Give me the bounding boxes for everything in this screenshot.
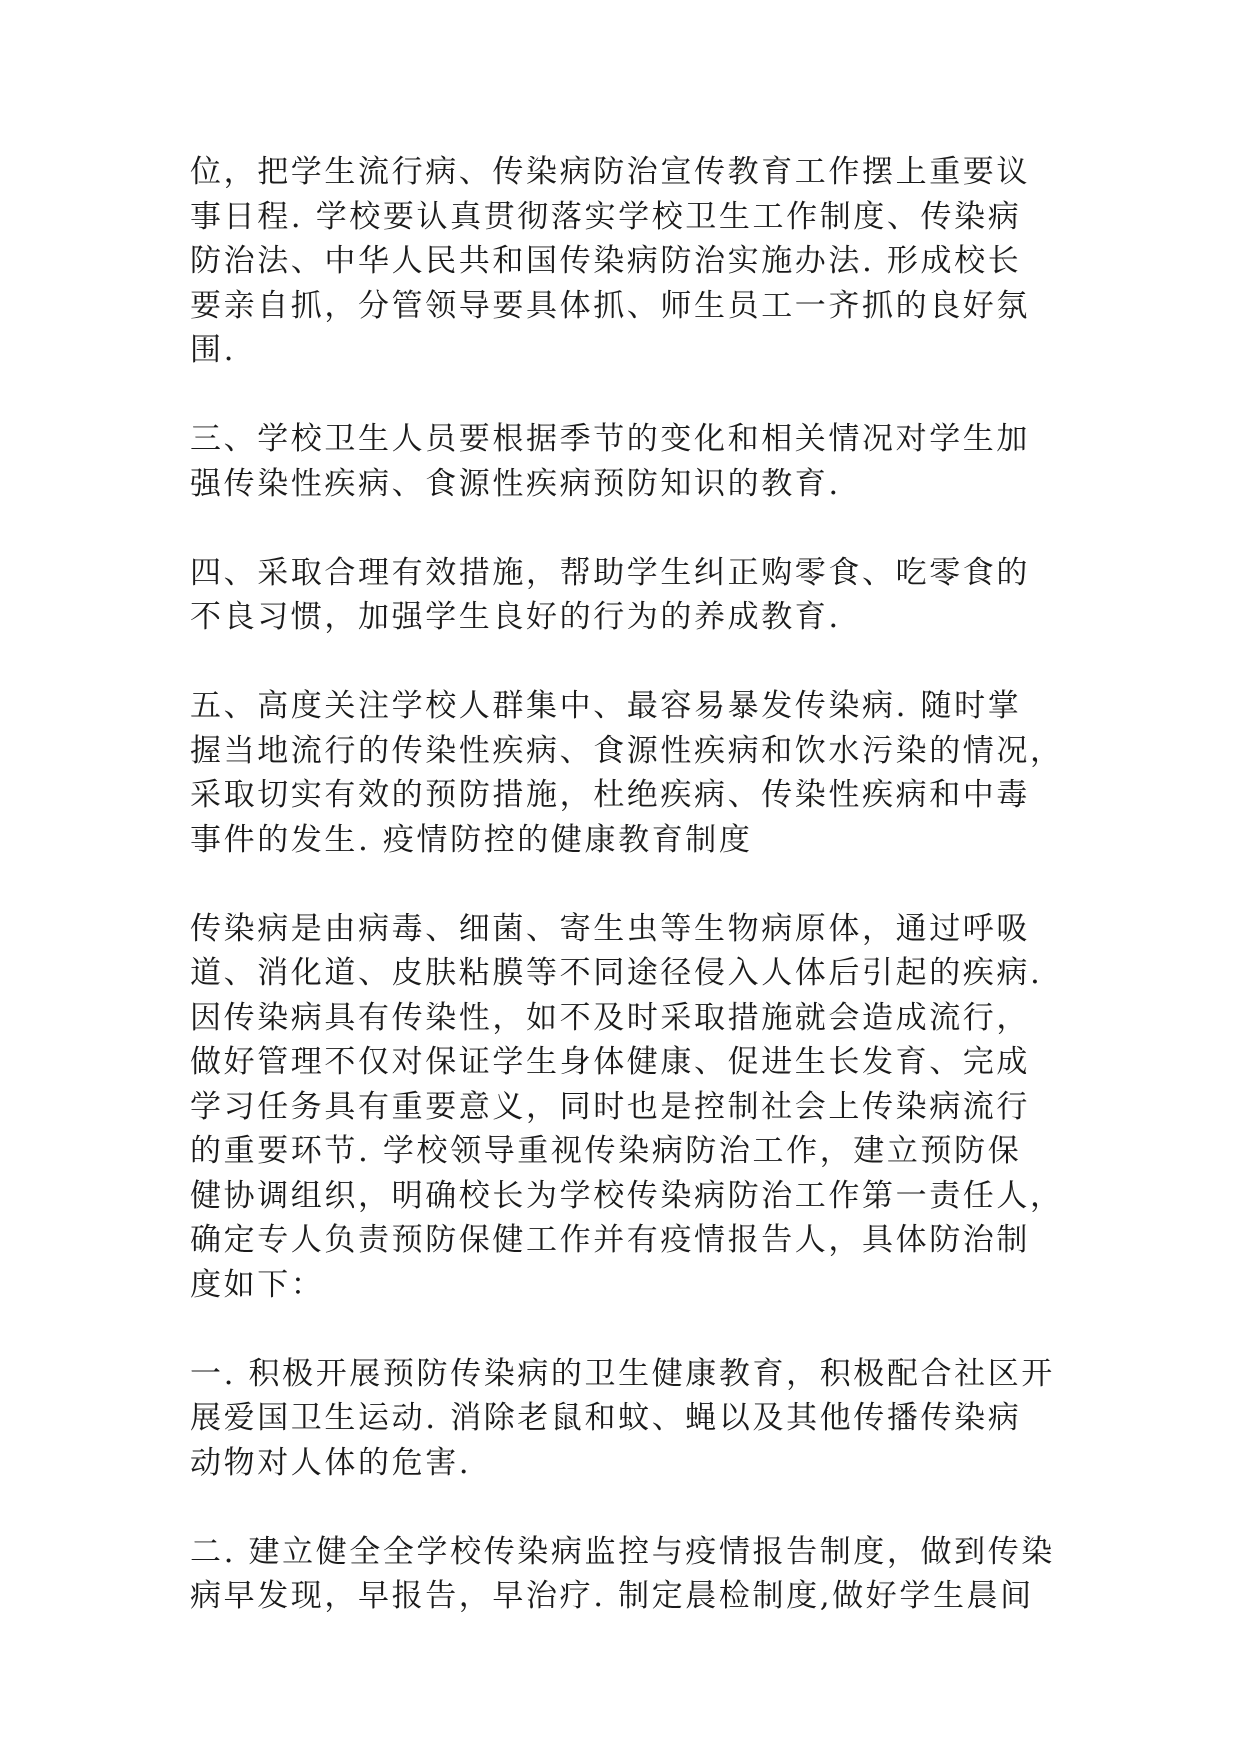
text-line: 因传染病具有传染性，如不及时采取措施就会造成流行，	[190, 999, 1030, 1036]
text-line: 做好管理不仅对保证学生身体健康、促进生长发育、完成	[190, 1044, 1030, 1080]
text-line: 健协调组织，明确校长为学校传染病防治工作第一责任人，	[190, 1177, 1064, 1214]
paragraph-5	[190, 907, 1064, 1308]
paragraph-3	[190, 551, 1060, 640]
text-line: 展爱国卫生运动. 消除老鼠和蚊、蝇以及其他传播传染病	[190, 1400, 1022, 1436]
text-line: 强传染性疾病、食源性疾病预防知识的教育.	[190, 465, 841, 502]
paragraph-2	[190, 417, 1060, 506]
text-line: 事件的发生. 疫情防控的健康教育制度	[190, 821, 753, 858]
text-line: 的重要环节. 学校领导重视传染病防治工作，建立预防保	[190, 1133, 1022, 1169]
text-line: 二. 建立健全全学校传染病监控与疫情报告制度，做到传染	[190, 1533, 1055, 1570]
text-line: 不良习惯，加强学生良好的行为的养成教育.	[190, 599, 841, 635]
paragraph-1	[190, 150, 1060, 373]
text-line: 学习任务具有重要意义，同时也是控制社会上传染病流行	[190, 1088, 1030, 1125]
text-line: 一. 积极开展预防传染病的卫生健康教育，积极配合社区开	[190, 1355, 1055, 1392]
text-line: 动物对人体的危害.	[190, 1444, 472, 1481]
text-line: 握当地流行的传染性疾病、食源性疾病和饮水污染的情况，	[190, 732, 1064, 769]
paragraph-7	[190, 1530, 1060, 1619]
paragraph-4	[190, 684, 1064, 862]
text-line: 采取切实有效的预防措施，杜绝疾病、传染性疾病和中毒	[190, 777, 1030, 813]
text-line: 五、高度关注学校人群集中、最容易暴发传染病. 随时掌	[190, 688, 1022, 724]
document-body	[190, 150, 1064, 1663]
text-line: 病早发现，早报告，早治疗. 制定晨检制度,做好学生晨间	[190, 1578, 1034, 1614]
text-line: 确定专人负责预防保健工作并有疫情报告人，具体防治制	[190, 1222, 1030, 1258]
text-line: 围.	[190, 332, 237, 368]
text-line: 要亲自抓，分管领导要具体抓、师生员工一齐抓的良好氛	[190, 287, 1030, 324]
text-line: 三、学校卫生人员要根据季节的变化和相关情况对学生加	[190, 421, 1030, 457]
text-line: 传染病是由病毒、细菌、寄生虫等生物病原体，通过呼吸	[190, 910, 1030, 947]
text-line: 道、消化道、皮肤粘膜等不同途径侵入人体后引起的疾病.	[190, 955, 1043, 991]
text-line: 防治法、中华人民共和国传染病防治实施办法. 形成校长	[190, 243, 1022, 279]
text-line: 事日程. 学校要认真贯彻落实学校卫生工作制度、传染病	[190, 198, 1022, 235]
paragraph-6	[190, 1352, 1060, 1486]
text-line: 四、采取合理有效措施，帮助学生纠正购零食、吃零食的	[190, 554, 1030, 591]
text-line: 度如下：	[190, 1266, 325, 1303]
text-line: 位，把学生流行病、传染病防治宣传教育工作摆上重要议	[190, 154, 1030, 190]
